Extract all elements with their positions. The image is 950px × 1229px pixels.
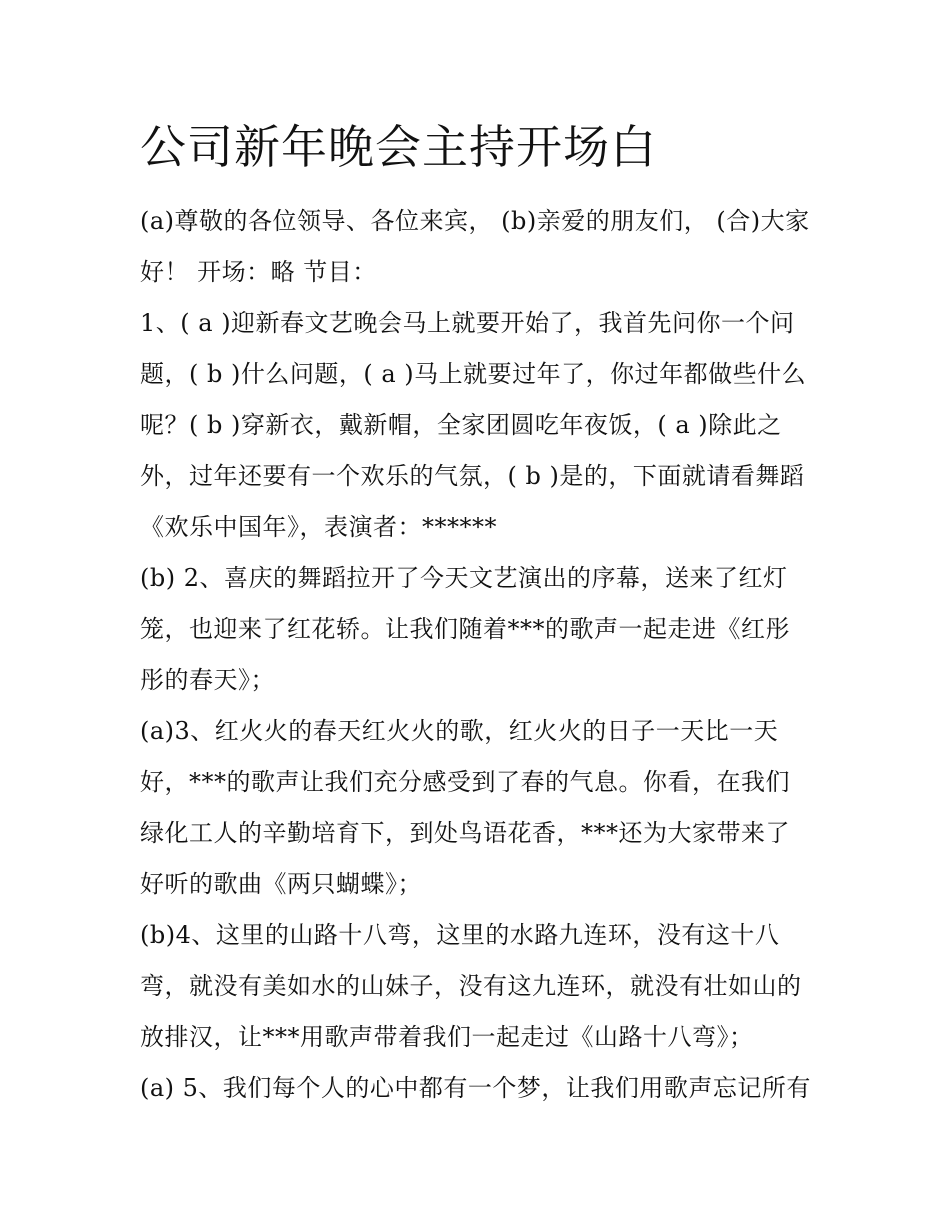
text-line: 弯，就没有美如水的山妹子，没有这九连环，就没有壮如山的	[140, 972, 802, 1000]
text-line: (a)3、红火火的春天红火火的歌，红火火的日子一天比一天	[140, 717, 779, 745]
document-body	[140, 196, 820, 1114]
text-line: 题，( b )什么问题，( a )马上就要过年了，你过年都做些什么	[140, 360, 807, 388]
text-line: (b) 2、喜庆的舞蹈拉开了今天文艺演出的序幕，送来了红灯	[140, 564, 788, 592]
text-line: 彤的春天》；	[140, 666, 275, 694]
text-line: 好，***的歌声让我们充分感受到了春的气息。你看，在我们	[140, 768, 790, 796]
text-line: 好听的歌曲《两只蝴蝶》；	[140, 870, 422, 898]
text-line: 1、( a )迎新春文艺晚会马上就要开始了，我首先问你一个问	[140, 309, 795, 337]
text-line: (b)4、这里的山路十八弯，这里的水路九连环，没有这十八	[140, 921, 780, 949]
text-line: 好！ 开场：略 节目：	[140, 258, 377, 286]
text-line: 绿化工人的辛勤培育下，到处鸟语花香，***还为大家带来了	[140, 819, 790, 847]
text-line: 笼，也迎来了红花轿。让我们随着***的歌声一起走进《红彤	[140, 615, 790, 643]
text-line: (a) 5、我们每个人的心中都有一个梦，让我们用歌声忘记所有	[140, 1074, 811, 1102]
text-line: 《欢乐中国年》，表演者：******	[140, 513, 497, 541]
text-line: 放排汉，让***用歌声带着我们一起走过《山路十八弯》；	[140, 1023, 754, 1051]
text-line: 呢？( b )穿新衣，戴新帽，全家团圆吃年夜饭，( a )除此之	[140, 411, 782, 439]
text-line: (a)尊敬的各位领导、各位来宾， (b)亲爱的朋友们， (合)大家	[140, 207, 810, 235]
document-title: 公司新年晚会主持开场白	[140, 120, 657, 174]
text-line: 外，过年还要有一个欢乐的气氛，( b )是的，下面就请看舞蹈	[140, 462, 805, 490]
